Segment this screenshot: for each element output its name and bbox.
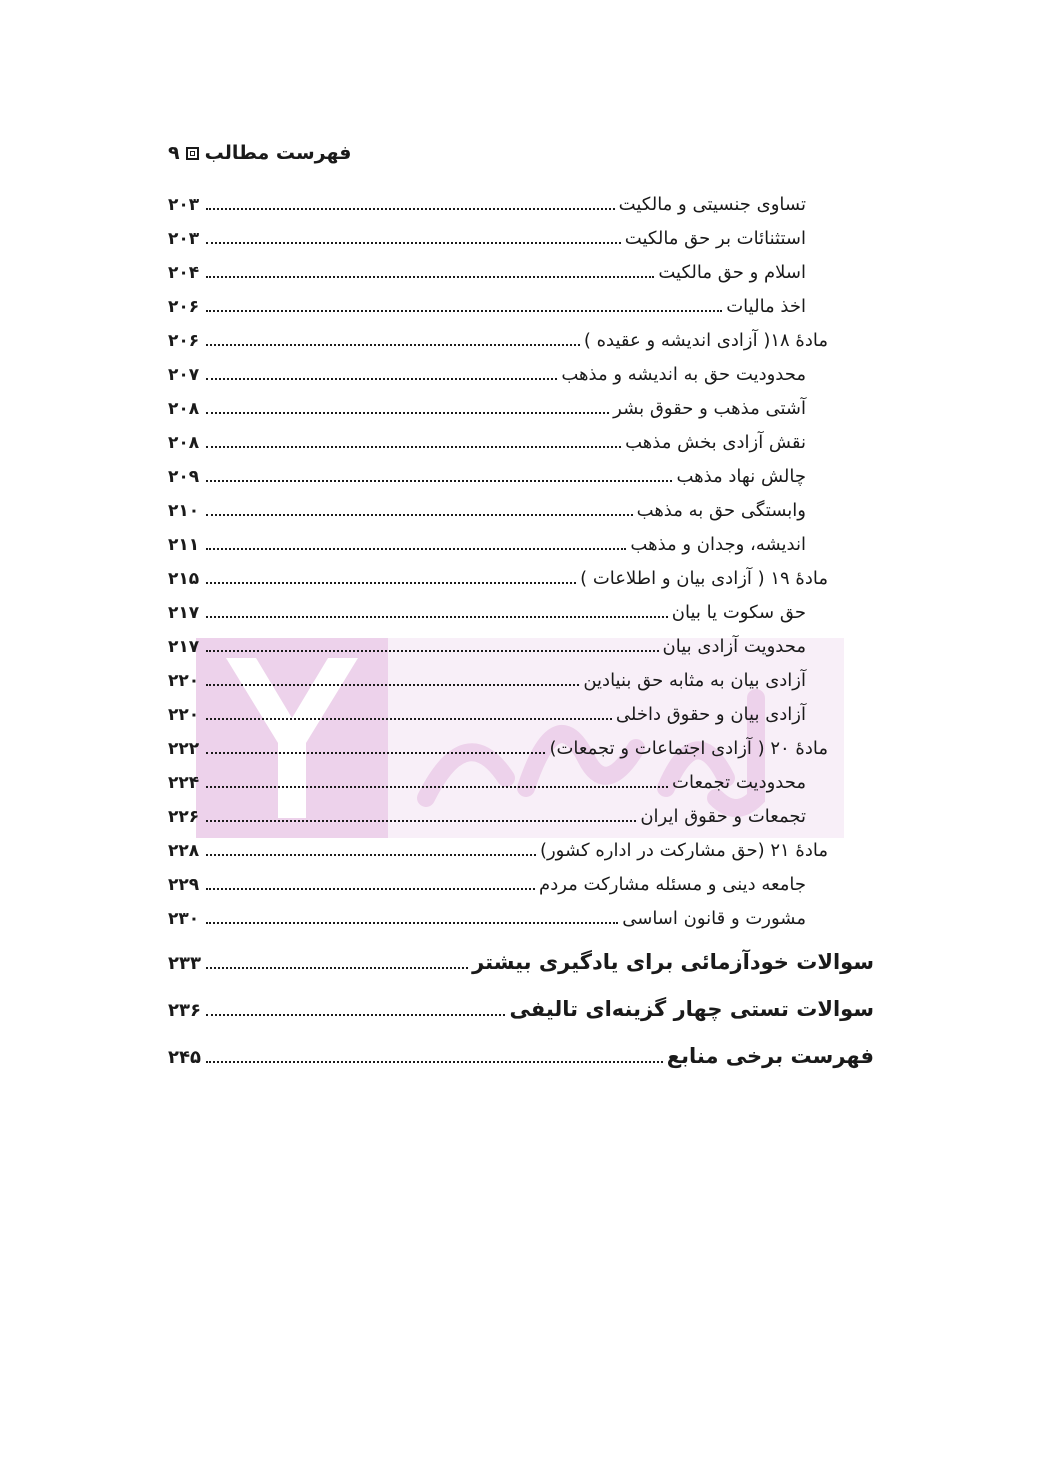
toc-major-entry[interactable] [168,1044,874,1091]
toc-entry-title: تساوی جنسیتی و مالکیت [618,194,806,215]
toc-entry[interactable] [168,568,828,602]
toc-entry-title: اخذ مالیات [726,296,806,317]
toc-entry-page: ۲۲۶ [168,807,200,827]
dot-leader [206,752,545,754]
toc-entry-page: ۲۲۴ [168,773,200,793]
page-header [168,138,368,168]
toc-major-entry-title: سوالات تستی چهار گزینه‌ای تالیفی [509,997,874,1021]
dot-leader [206,344,580,346]
toc-entry-page: ۲۲۲ [168,739,200,759]
dot-leader [206,854,536,856]
toc-major-entry-page: ۲۳۳ [168,953,201,974]
toc-entry[interactable] [168,398,828,432]
toc-entry[interactable] [168,636,828,670]
toc-major-entry-page: ۲۴۵ [168,1047,201,1068]
toc-entry[interactable] [168,296,828,330]
dot-leader [206,276,654,278]
toc-entry-title: محدودیت حق به اندیشه و مذهب [561,364,806,385]
toc-entry-title: چالش نهاد مذهب [676,466,806,487]
toc-entry-title: استثنائات بر حق مالکیت [624,228,806,249]
dot-leader [206,684,579,686]
toc-entry-title: مادهٔ ۲۰ ( آزادی اجتماعات و تجمعات) [549,738,828,759]
dot-leader [206,1061,663,1063]
toc-entry[interactable] [168,908,828,942]
toc-entry-page: ۲۲۹ [168,875,200,895]
toc-entry[interactable] [168,534,828,568]
toc-entry-page: ۲۱۷ [168,637,200,657]
dot-leader [206,650,659,652]
toc-entry-page: ۲۰۶ [168,297,200,317]
toc-entry-page: ۲۱۷ [168,603,200,623]
toc-entry-title: محدودیت تجمعات [672,772,806,793]
toc-entry-page: ۲۰۶ [168,331,200,351]
toc-entry-title: مادهٔ ۲۱ (حق مشارکت در اداره کشور) [539,840,828,861]
toc-entry[interactable] [168,500,828,534]
toc-major-entry[interactable] [168,950,874,997]
dot-leader [206,208,615,210]
toc-entry[interactable] [168,466,828,500]
toc-entry[interactable] [168,330,828,364]
toc-entry-page: ۲۰۸ [168,433,200,453]
toc-major-entry-page: ۲۳۶ [168,1000,201,1021]
toc-entry-page: ۲۱۵ [168,569,200,589]
dot-leader [206,480,672,482]
dot-leader [206,514,633,516]
toc-entry-title: وابستگی حق به مذهب [636,500,806,521]
toc-entry[interactable] [168,602,828,636]
toc-entry-title: مشورت و قانون اساسی [622,908,806,929]
toc-entry-title: تجمعات و حقوق ایران [640,806,806,827]
dot-leader [206,242,621,244]
toc-entry-page: ۲۰۳ [168,195,200,215]
toc-entry[interactable] [168,228,828,262]
toc-entry-page: ۲۱۱ [168,535,200,555]
toc-entry-title: آزادی بیان و حقوق داخلی [615,704,806,725]
toc-major-entry-title: فهرست برخی منابع [666,1044,874,1068]
toc-entry[interactable] [168,704,828,738]
toc-entry[interactable] [168,738,828,772]
toc-entry-page: ۲۲۸ [168,841,200,861]
toc-entry[interactable] [168,874,828,908]
toc-entry-page: ۲۲۰ [168,671,200,691]
toc-entry[interactable] [168,364,828,398]
table-of-contents-major [168,950,874,1091]
toc-major-entry-title: سوالات خودآزمائی برای یادگیری بیشتر [472,950,874,974]
toc-entry[interactable] [168,262,828,296]
toc-entry-title: مادهٔ ۱۸( آزادی اندیشه و عقیده ) [583,330,828,351]
toc-entry-title: مادهٔ ۱۹ ( آزادی بیان و اطلاعات ) [580,568,828,589]
dot-leader [206,310,722,312]
toc-entry[interactable] [168,432,828,466]
dot-leader [206,786,668,788]
toc-entry-page: ۲۱۰ [168,501,200,521]
toc-entry-page: ۲۰۹ [168,467,200,487]
dot-leader [206,820,636,822]
toc-entry-title: محدویت آزادی بیان [662,636,806,657]
toc-entry-page: ۲۲۰ [168,705,200,725]
page-number: ۹ [168,142,180,164]
toc-entry-page: ۲۳۰ [168,909,200,929]
dot-leader [206,718,612,720]
toc-entry-page: ۲۰۷ [168,365,200,385]
dot-leader [206,548,626,550]
table-of-contents [168,194,828,942]
toc-entry-title: جامعه دینی و مسئله مشارکت مردم [539,874,806,895]
dot-leader [206,1014,505,1016]
toc-entry[interactable] [168,772,828,806]
toc-entry-title: آشتی مذهب و حقوق بشر [613,398,806,419]
dot-leader [206,888,535,890]
toc-entry-title: حق سکوت یا بیان [671,602,806,623]
toc-entry[interactable] [168,194,828,228]
toc-entry-page: ۲۰۸ [168,399,200,419]
toc-entry[interactable] [168,840,828,874]
toc-major-entry[interactable] [168,997,874,1044]
dot-leader [206,378,557,380]
toc-entry-title: اسلام و حق مالکیت [658,262,806,283]
toc-entry-title: نقش آزادی بخش مذهب [625,432,806,453]
page-header-title: فهرست مطالب [204,142,352,164]
square-bullet-icon [186,147,199,160]
dot-leader [206,616,668,618]
toc-entry-page: ۲۰۳ [168,229,200,249]
toc-entry-title: اندیشه، وجدان و مذهب [630,534,806,555]
toc-entry[interactable] [168,806,828,840]
dot-leader [206,922,618,924]
dot-leader [206,582,576,584]
dot-leader [206,412,609,414]
toc-entry-page: ۲۰۴ [168,263,200,283]
toc-entry[interactable] [168,670,828,704]
dot-leader [206,446,621,448]
dot-leader [206,967,468,969]
toc-entry-title: آزادی بیان به مثابه حق بنیادین [583,670,806,691]
